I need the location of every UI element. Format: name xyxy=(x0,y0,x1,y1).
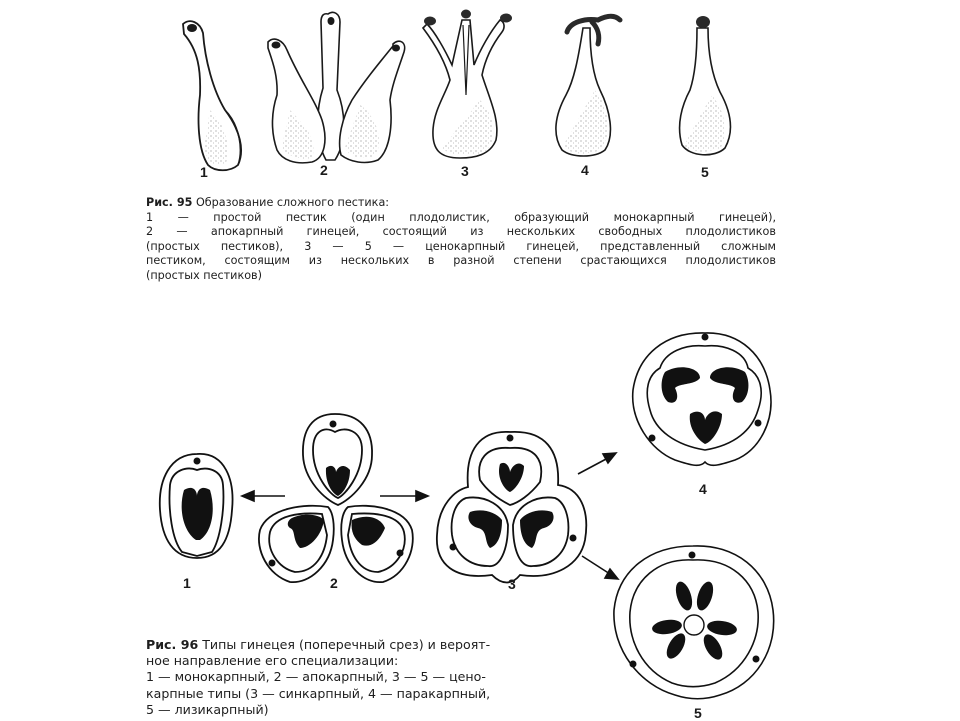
caption-line: пестиком, состоящим из нескольких в разной степени срастающихся плодолистиков xyxy=(146,254,776,267)
figure-label: Рис. 95 xyxy=(146,196,193,209)
caption-line: 5 — лизикарпный) xyxy=(146,701,269,717)
drawing-number: 3 xyxy=(461,163,469,179)
simple-pistil-drawing xyxy=(183,21,241,170)
apocarpous-pistil-drawing xyxy=(268,12,405,162)
caption-line: 1 — простой пестик (один плодолистик, образующий монокарпный гинецей), xyxy=(146,210,776,224)
coenocarpous-single-stigma-drawing xyxy=(680,16,731,155)
caption-line: (простых пестиков), 3 — 5 — ценокарпный гинецей, представленный сложным xyxy=(146,239,776,253)
caption-line: 1 — монокарпный, 2 — апокарпный, 3 — 5 — цено- xyxy=(146,669,486,685)
diagram-number: 2 xyxy=(330,575,338,591)
caption-line: карпные типы (3 — синкарпный, 4 — паракарпный, xyxy=(146,685,491,701)
monocarpous-diagram xyxy=(160,454,233,558)
arrow-left-icon xyxy=(242,491,285,501)
coenocarpous-branched-stigma-drawing xyxy=(556,16,620,156)
lysicarpous-diagram xyxy=(614,546,774,699)
arrow-right-icon xyxy=(380,491,428,501)
caption-title-line xyxy=(146,637,576,653)
figure-title: Образование сложного пестика: xyxy=(195,196,390,209)
arrow-up-right-icon xyxy=(578,453,616,474)
stigma-icon xyxy=(461,10,471,19)
diagram-number: 3 xyxy=(508,576,516,592)
caption-line: (простых пестиков) xyxy=(146,268,262,282)
caption-line: 2 — апокарпный гинецей, состоящий из нескольких свободных плодолистиков xyxy=(146,225,776,238)
drawing-number: 5 xyxy=(701,164,709,180)
stigma-icon xyxy=(424,17,436,26)
drawing-number: 1 xyxy=(200,164,208,180)
figure-title: Типы гинецея (поперечный срез) и вероят- xyxy=(202,637,491,652)
paracarpous-diagram xyxy=(633,333,771,465)
drawing-number: 2 xyxy=(320,162,328,178)
figure-96-caption xyxy=(146,637,576,718)
figure-label: Рис. 96 xyxy=(146,637,199,652)
drawing-number: 4 xyxy=(581,162,589,178)
caption-line: ное направление его специализации: xyxy=(146,653,399,669)
stigma-icon xyxy=(500,14,512,23)
coenocarpous-three-styles-drawing xyxy=(423,10,512,159)
stigma-icon xyxy=(187,24,197,32)
diagram-number: 1 xyxy=(183,575,191,591)
stigma-icon xyxy=(696,16,710,28)
diagram-number: 5 xyxy=(694,705,702,721)
arrow-down-right-icon xyxy=(582,556,618,579)
caption-title-line xyxy=(146,196,776,211)
syncarpous-diagram xyxy=(437,432,586,583)
figure-95-caption xyxy=(146,196,776,283)
diagram-number: 4 xyxy=(699,481,707,497)
apocarpous-diagram xyxy=(259,414,413,582)
